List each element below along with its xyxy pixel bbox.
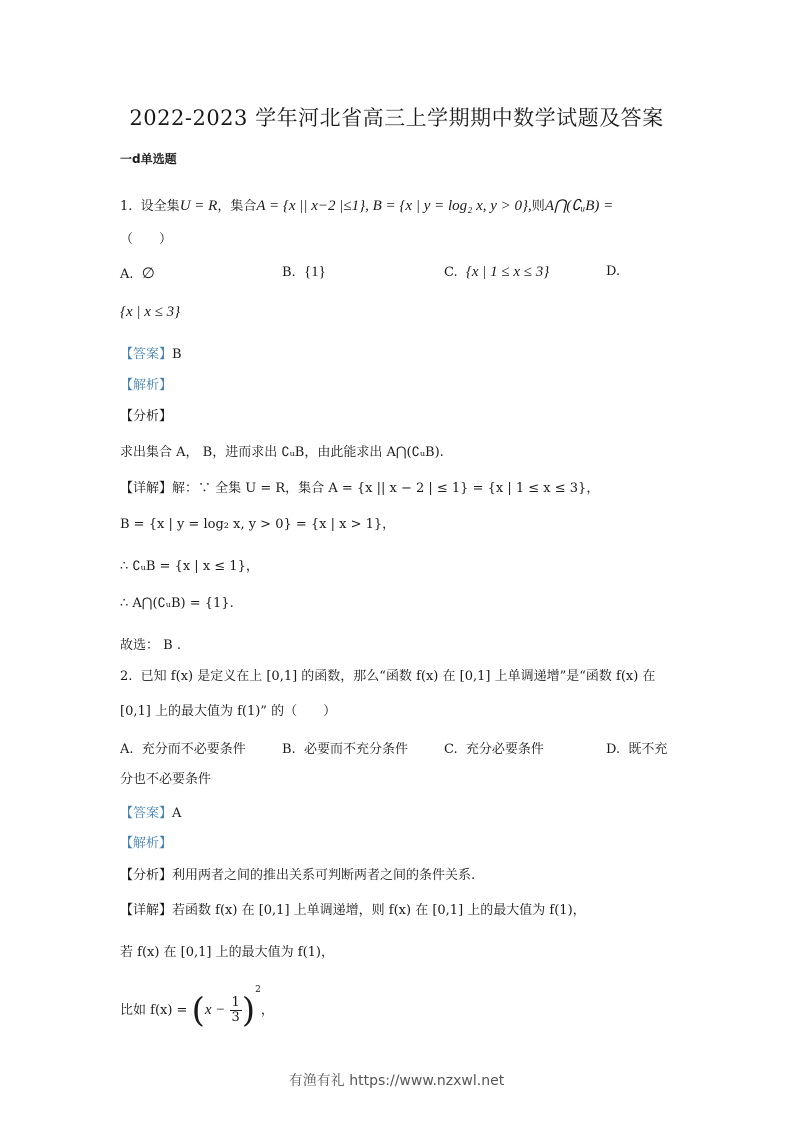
option-letter: A. bbox=[120, 742, 134, 757]
q1-detail-line3: ∴ ∁ᵤB = {x | x ≤ 1}， bbox=[120, 559, 259, 574]
option-value: {1} bbox=[303, 264, 326, 280]
option-value: 既不充 bbox=[628, 742, 668, 757]
option-letter: D. bbox=[606, 264, 621, 279]
q1-number: 1. bbox=[120, 199, 133, 214]
q2-option-a bbox=[120, 738, 246, 757]
option-letter: A. bbox=[120, 267, 134, 282]
q2-answer bbox=[120, 802, 181, 821]
q2-option-d-cont: 分也不必要条件 bbox=[120, 772, 212, 787]
option-letter: B. bbox=[282, 265, 296, 280]
q2-detail-line3 bbox=[120, 985, 274, 1031]
q1-option-c bbox=[444, 264, 549, 281]
q1-analysis-label: 【解析】 bbox=[120, 378, 173, 393]
q1-detail-line1 bbox=[120, 477, 599, 496]
detail-label: 【详解】 bbox=[120, 481, 173, 496]
q2-detail-line2: 若 f(x) 在 [0,1] 上的最大值为 f(1)， bbox=[120, 945, 334, 960]
q1-conclusion: 故选： B . bbox=[120, 638, 181, 653]
q2-stem-line2: [0,1] 上的最大值为 f(1)” 的（ ） bbox=[120, 704, 337, 719]
answer-label: 【答案】 bbox=[120, 347, 173, 362]
detail-text: 若函数 f(x) 在 [0,1] 上单调递增，则 f(x) 在 [0,1] 上的最大值为 f(1)， bbox=[172, 903, 586, 918]
answer-value: A bbox=[172, 806, 182, 821]
page-title: 2022-2023 学年河北省高三上学期期中数学试题及答案 bbox=[129, 106, 664, 130]
option-value: {x | 1 ≤ x ≤ 3} bbox=[465, 264, 550, 280]
q1-detail-line2: B = {x | y = log₂ x, y > 0} = {x | x > 1}， bbox=[120, 517, 396, 532]
option-letter: C. bbox=[444, 265, 458, 280]
q1-option-d-value bbox=[120, 304, 180, 321]
q1-answer bbox=[120, 343, 182, 362]
right-paren: ) bbox=[241, 990, 256, 1031]
detail-text: ， bbox=[260, 1003, 274, 1018]
fenxi-label: 【分析】 bbox=[120, 868, 173, 883]
detail-text: 解：∵ 全集 U = R，集合 A = {x || x − 2 | ≤ 1} = {x | 1 ≤ x ≤ 3}， bbox=[172, 481, 600, 496]
q1-math-sets: A = {x || x−2 |≤1}, B = {x | y = log₂ x, y > 0}, bbox=[256, 198, 532, 214]
option-letter: C. bbox=[444, 742, 458, 757]
option-value: {x | x ≤ 3} bbox=[120, 304, 181, 320]
q1-stem bbox=[120, 195, 613, 215]
fraction bbox=[230, 996, 242, 1025]
q2-option-c bbox=[444, 738, 544, 757]
q1-option-a bbox=[120, 264, 155, 283]
option-letter: D. bbox=[606, 742, 621, 757]
q2-option-d bbox=[606, 738, 667, 757]
q2-analysis-label: 【解析】 bbox=[120, 836, 173, 851]
exponent: 2 bbox=[255, 985, 261, 995]
q2-detail-line1 bbox=[120, 899, 586, 918]
q1-math-result: A⋂(∁ᵤB) = bbox=[544, 198, 614, 214]
math-expression: x − bbox=[204, 1002, 226, 1018]
q2-option-b bbox=[282, 738, 408, 757]
q1-blank: （ ） bbox=[120, 232, 173, 247]
fraction-numerator: 1 bbox=[231, 995, 240, 1010]
section-heading: 一d单选题 bbox=[120, 152, 177, 166]
option-value: ∅ bbox=[141, 266, 155, 282]
q1-stem-text: 则 bbox=[531, 199, 545, 214]
option-letter: B. bbox=[282, 742, 296, 757]
answer-value: B bbox=[172, 347, 182, 362]
detail-label: 【详解】 bbox=[120, 903, 173, 918]
left-paren: ( bbox=[191, 990, 205, 1031]
q1-option-b bbox=[282, 264, 326, 281]
answer-label: 【答案】 bbox=[120, 806, 173, 821]
q1-fenxi-text: 求出集合 A， B，进而求出 ∁ᵤB，由此能求出 A⋂(∁ᵤB). bbox=[120, 445, 444, 460]
q1-fenxi-label: 【分析】 bbox=[120, 409, 173, 424]
q2-stem-line1 bbox=[120, 665, 655, 684]
footer-watermark: 有渔有礼 https://www.nzxwl.net bbox=[288, 1073, 505, 1089]
q1-stem-text: ，集合 bbox=[217, 199, 257, 214]
q2-fenxi bbox=[120, 864, 475, 883]
q2-stem-text: 已知 f(x) 是定义在上 [0,1] 的函数，那么“函数 f(x) 在 [0,1] 上单调递增”是“函数 f(x) 在 bbox=[140, 669, 656, 684]
q1-stem-text: 设全集 bbox=[140, 199, 180, 214]
q2-number: 2. bbox=[120, 669, 133, 684]
option-value: 必要而不充分条件 bbox=[303, 742, 408, 757]
q1-option-d bbox=[606, 264, 620, 279]
q1-detail-line4: ∴ A⋂(∁ᵤB) = {1}. bbox=[120, 596, 234, 611]
option-value: 充分必要条件 bbox=[465, 742, 544, 757]
fraction-denominator: 3 bbox=[231, 1010, 240, 1025]
fenxi-text: 利用两者之间的推出关系可判断两者之间的条件关系. bbox=[172, 868, 476, 883]
q1-math-universe: U = R bbox=[179, 198, 218, 214]
option-value: 充分而不必要条件 bbox=[141, 742, 246, 757]
detail-text: 比如 f(x) = bbox=[120, 1003, 188, 1018]
